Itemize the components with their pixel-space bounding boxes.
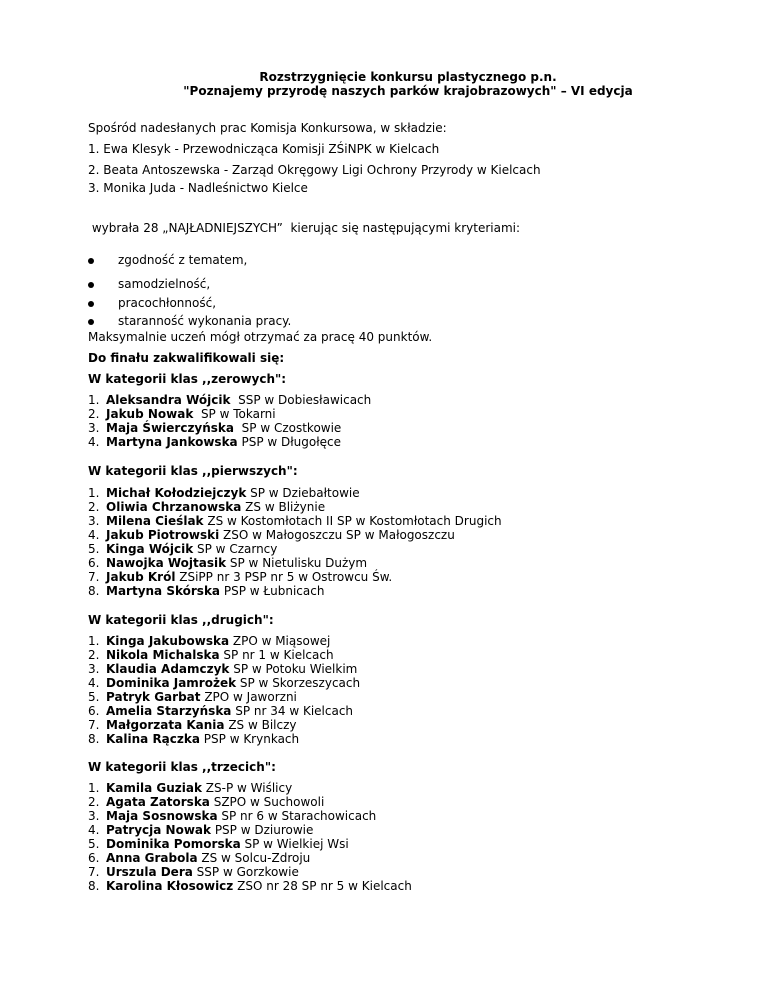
committee-member: 1. Ewa Klesyk - Przewodnicząca Komisji ZŚiNPK w Kielcach — [88, 142, 440, 156]
category-heading: W kategorii klas ,,zerowych": — [88, 372, 287, 386]
list-item: 1. Kinga Jakubowska ZPO w Miąsowej — [88, 634, 331, 648]
list-item: 3. Maja Świerczyńska SP w Czostkowie — [88, 421, 342, 435]
list-item: 3. Milena Cieślak ZS w Kostomłotach II SP w Kostomłotach Drugich — [88, 514, 502, 528]
max-points-text: Maksymalnie uczeń mógł otrzymać za pracę 40 punktów. — [88, 330, 433, 344]
list-item: 5. Patryk Garbat ZPO w Jaworzni — [88, 690, 297, 704]
list-item: 7. Jakub Król ZSiPP nr 3 PSP nr 5 w Ostrowcu Św. — [88, 570, 393, 584]
list-item: 8. Martyna Skórska PSP w Łubnicach — [88, 584, 325, 598]
finalist-list — [88, 781, 412, 893]
list-item: 5. Dominika Pomorska SP w Wielkiej Wsi — [88, 837, 349, 851]
list-item: 4. Martyna Jankowska PSP w Długołęce — [88, 435, 341, 449]
committee-member: 3. Monika Juda - Nadleśnictwo Kielce — [88, 181, 308, 195]
list-item: 4. Patrycja Nowak PSP w Dziurowie — [88, 823, 314, 837]
title-line-1: Rozstrzygnięcie konkursu plastycznego p.n. — [259, 70, 557, 84]
list-item: 4. Dominika Jamrożek SP w Skorzeszycach — [88, 676, 361, 690]
list-item: 1. Aleksandra Wójcik SSP w Dobiesławicach — [88, 393, 372, 407]
list-item: 8. Karolina Kłosowicz ZSO nr 28 SP nr 5 w Kielcach — [88, 879, 412, 893]
list-item: 2. Oliwia Chrzanowska ZS w Bliżynie — [88, 500, 326, 514]
list-item: 6. Anna Grabola ZS w Solcu-Zdroju — [88, 851, 311, 865]
finalist-list — [88, 393, 371, 449]
criterion-item: samodzielność, — [118, 277, 211, 291]
list-item: 6. Amelia Starzyńska SP nr 34 w Kielcach — [88, 704, 354, 718]
criteria-intro: wybrała 28 „NAJŁADNIEJSZYCH” kierując się następującymi kryteriami: — [88, 221, 521, 235]
list-item: 1. Michał Kołodziejczyk SP w Dziebałtowie — [88, 486, 360, 500]
bullet-icon — [88, 319, 94, 325]
bullet-icon — [88, 282, 94, 288]
list-item: 2. Jakub Nowak SP w Tokarni — [88, 407, 276, 421]
list-item: 5. Kinga Wójcik SP w Czarncy — [88, 542, 278, 556]
committee-member: 2. Beata Antoszewska - Zarząd Okręgowy Ligi Ochrony Przyrody w Kielcach — [88, 163, 541, 177]
intro-text: Spośród nadesłanych prac Komisja Konkursowa, w składzie: — [88, 121, 447, 135]
list-item: 7. Urszula Dera SSP w Gorzkowie — [88, 865, 299, 879]
list-item: 2. Agata Zatorska SZPO w Suchowoli — [88, 795, 325, 809]
list-item: 4. Jakub Piotrowski ZSO w Małogoszczu SP w Małogoszczu — [88, 528, 455, 542]
bullet-icon — [88, 258, 94, 264]
category-heading: W kategorii klas ,,pierwszych": — [88, 464, 298, 478]
criterion-item: staranność wykonania pracy. — [118, 314, 292, 328]
list-item: 2. Nikola Michalska SP nr 1 w Kielcach — [88, 648, 334, 662]
list-item: 1. Kamila Guziak ZS-P w Wiślicy — [88, 781, 293, 795]
criterion-item: pracochłonność, — [118, 296, 217, 310]
finalist-list — [88, 486, 502, 598]
list-item: 6. Nawojka Wojtasik SP w Nietulisku Dużym — [88, 556, 368, 570]
list-item: 3. Klaudia Adamczyk SP w Potoku Wielkim — [88, 662, 358, 676]
bullet-icon — [88, 301, 94, 307]
document-page — [88, 0, 728, 893]
finalists-heading: Do finału zakwalifikowali się: — [88, 351, 285, 365]
category-heading: W kategorii klas ,,trzecich": — [88, 760, 276, 774]
list-item: 3. Maja Sosnowska SP nr 6 w Starachowicach — [88, 809, 377, 823]
title-line-2: "Poznajemy przyrodę naszych parków krajobrazowych" – VI edycja — [183, 84, 633, 98]
list-item: 8. Kalina Rączka PSP w Krynkach — [88, 732, 300, 746]
list-item: 7. Małgorzata Kania ZS w Bilczy — [88, 718, 297, 732]
category-heading: W kategorii klas ,,drugich": — [88, 613, 274, 627]
document-title — [88, 70, 728, 98]
criterion-item: zgodność z tematem, — [118, 253, 248, 267]
finalist-list — [88, 634, 360, 746]
